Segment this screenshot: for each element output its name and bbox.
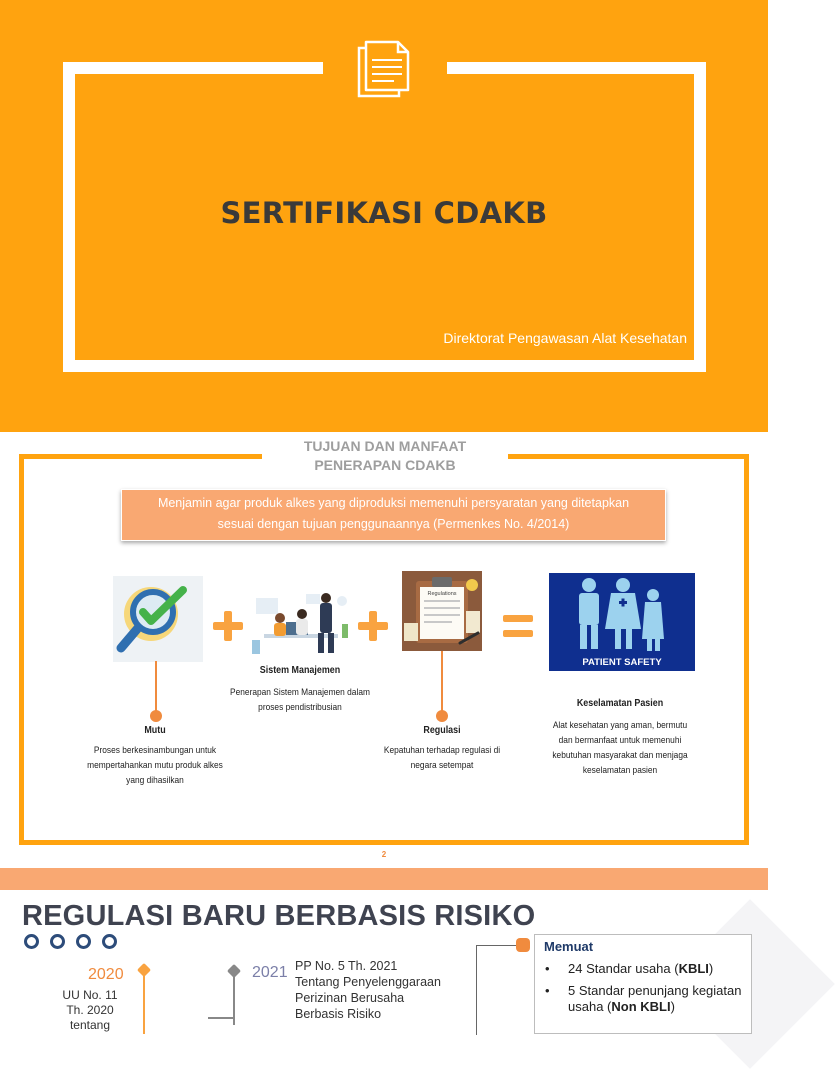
bullet-icon: • xyxy=(545,983,550,998)
circle-icon xyxy=(76,934,91,949)
label-keselamatan-pasien: Keselamatan Pasien xyxy=(576,697,664,709)
label-sistem-manajemen: Sistem Manajemen xyxy=(259,664,341,676)
pp-text xyxy=(295,958,441,1022)
pp-line: Berbasis Risiko xyxy=(295,1007,382,1021)
list-item xyxy=(543,983,748,1015)
desc-line: dan bermanfaat untuk memenuhi xyxy=(558,735,682,746)
plus-icon xyxy=(358,611,388,641)
objective-banner xyxy=(121,489,666,541)
timeline-line xyxy=(143,974,145,1034)
equals-icon xyxy=(503,615,533,637)
desc-line: Alat kesehatan yang aman, bermutu xyxy=(552,720,688,731)
slide-title: REGULASI BARU BERBASIS RISIKO xyxy=(22,900,536,932)
connector-line xyxy=(155,661,157,715)
uu-line: Th. 2020 xyxy=(66,1003,114,1017)
label-mutu: Mutu xyxy=(144,724,166,736)
item-text: ) xyxy=(708,961,714,976)
item-text: 24 Standar usaha ( xyxy=(568,961,679,976)
desc-line: mempertahankan mutu produk alkes xyxy=(87,760,223,771)
year-2021: 2021 xyxy=(252,964,288,981)
banner-line2: sesuai dengan tujuan penggunaannya (Permenkes No. 4/2014) xyxy=(217,517,570,531)
connector-line xyxy=(476,945,477,1035)
desc-line: yang dihasilkan xyxy=(126,775,184,786)
list-item xyxy=(543,961,748,977)
year-2020: 2020 xyxy=(88,966,124,983)
item-text: 5 Standar penunjang kegiatan usaha ( xyxy=(568,983,742,1014)
magnifier-check-icon xyxy=(113,576,203,662)
section-title-line2: PENERAPAN CDAKB xyxy=(314,457,456,473)
connector-dot xyxy=(150,710,162,722)
plus-icon xyxy=(213,611,243,641)
regulation-slide xyxy=(0,864,768,1032)
circle-icon xyxy=(102,934,117,949)
team-office-icon xyxy=(246,588,354,658)
desc-line: keselamatan pasien xyxy=(582,765,658,776)
slide-title: SERTIFIKASI CDAKB xyxy=(220,196,548,230)
memuat-box xyxy=(534,934,752,1034)
desc-sistem-manajemen xyxy=(208,685,393,715)
circle-icon xyxy=(50,934,65,949)
pp-line: Perizinan Berusaha xyxy=(295,991,405,1005)
desc-line: Kepatuhan terhadap regulasi di xyxy=(383,745,501,756)
circle-icon xyxy=(24,934,39,949)
title-slide xyxy=(0,0,768,432)
memuat-title: Memuat xyxy=(544,939,594,954)
desc-line: negara setempat xyxy=(410,760,474,771)
page-number: 2 xyxy=(381,850,387,859)
patient-safety-text: PATIENT SAFETY xyxy=(582,657,662,668)
uu-line: UU No. 11 xyxy=(62,988,118,1002)
uu-line: tentang xyxy=(69,1018,111,1032)
item-bold: Non KBLI xyxy=(611,999,671,1014)
slide-subtitle: Direktorat Pengawasan Alat Kesehatan xyxy=(443,330,687,346)
desc-line: kebutuhan masyarakat dan menjaga xyxy=(552,750,688,761)
timeline-line xyxy=(208,1017,234,1019)
clipboard-text: Regulations xyxy=(427,591,457,597)
purpose-slide xyxy=(0,432,768,864)
desc-line: proses pendistribusian xyxy=(258,702,342,713)
header-bar xyxy=(0,868,768,890)
desc-keselamatan-pasien xyxy=(523,718,717,778)
section-title xyxy=(262,437,508,475)
uu-text xyxy=(40,988,140,1033)
desc-line: Proses berkesinambungan untuk xyxy=(93,745,217,756)
bullet-icon: • xyxy=(545,961,550,976)
clipboard-regulation-icon xyxy=(402,571,482,651)
desc-mutu xyxy=(67,743,243,788)
connector-dot xyxy=(436,710,448,722)
pp-line: PP No. 5 Th. 2021 xyxy=(295,959,398,973)
item-text: ) xyxy=(670,999,675,1014)
connector-line xyxy=(476,945,520,946)
connector-line xyxy=(441,651,443,715)
desc-regulasi xyxy=(354,743,530,773)
item-bold: KBLI xyxy=(678,961,709,976)
section-title-line1: TUJUAN DAN MANFAAT xyxy=(303,438,467,454)
patient-safety-icon xyxy=(549,573,695,671)
banner-line1: Menjamin agar produk alkes yang diproduksi memenuhi persyaratan yang ditetapkan xyxy=(157,496,630,510)
pp-line: Tentang Penyelenggaraan xyxy=(295,975,441,989)
document-icon xyxy=(356,40,412,98)
memuat-list xyxy=(543,961,748,1021)
label-regulasi: Regulasi xyxy=(423,724,461,736)
desc-line: Penerapan Sistem Manajemen dalam xyxy=(230,687,370,698)
hexagon-marker xyxy=(516,938,530,952)
